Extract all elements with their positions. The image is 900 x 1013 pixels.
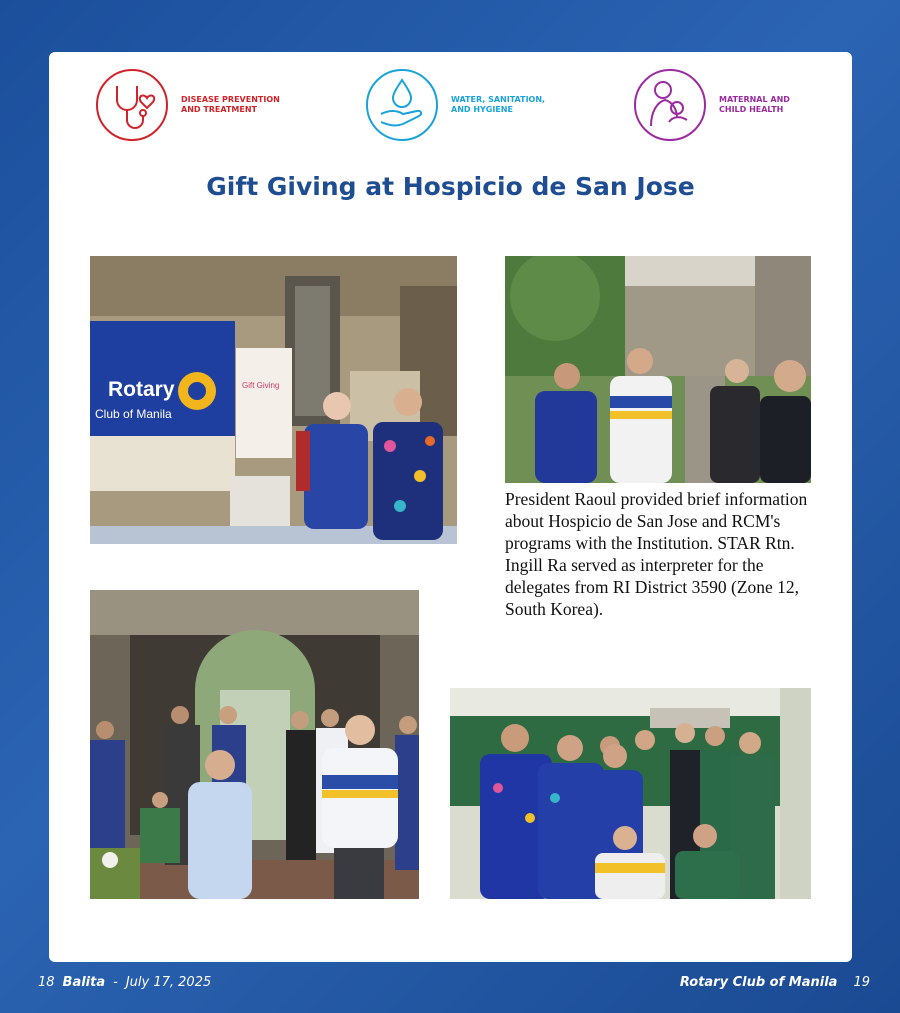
photo-rotary-banner: [90, 256, 457, 544]
footer-left: [38, 975, 211, 990]
focus-area-label: DISEASE PREVENTION AND TREATMENT: [181, 95, 280, 114]
club-name: Rotary Club of Manila: [679, 975, 838, 990]
focus-area-maternal: [633, 68, 819, 142]
left-page-number: 18: [38, 975, 55, 990]
water-hand-icon: [365, 68, 439, 142]
right-page-number: 19: [853, 975, 870, 990]
focus-area-label: WATER, SANITATION, AND HYGIENE: [451, 95, 546, 114]
mother-child-icon: [633, 68, 707, 142]
photo-courtyard-talk: [505, 256, 811, 483]
publication-name: Balita: [62, 975, 106, 990]
photo-group-pose: [450, 688, 811, 899]
banner-rotary-text: Rotary: [108, 378, 175, 401]
page-card: [49, 52, 852, 962]
issue-date: July 17, 2025: [125, 975, 212, 990]
footer-separator: -: [113, 975, 118, 990]
banner-poster-text: Gift Giving: [242, 381, 280, 390]
focus-area-water: [365, 68, 551, 142]
banner-club-text: Club of Manila: [95, 407, 172, 421]
focus-area-disease: [95, 68, 281, 142]
focus-area-label: MATERNAL AND CHILD HEALTH: [719, 95, 790, 114]
page-title: Gift Giving at Hospicio de San Jose: [206, 172, 695, 201]
photo-speaker-doorway: [90, 590, 419, 899]
stethoscope-heart-icon: [95, 68, 169, 142]
photo-caption: President Raoul provided brief information about Hospicio de San Jose and RCM's programs with the Institution. STAR Rtn. Ingill Ra served as interpreter for the delegates from RI District 3590 (Zone 12, South Korea).: [505, 489, 808, 619]
footer-right: [680, 975, 870, 990]
